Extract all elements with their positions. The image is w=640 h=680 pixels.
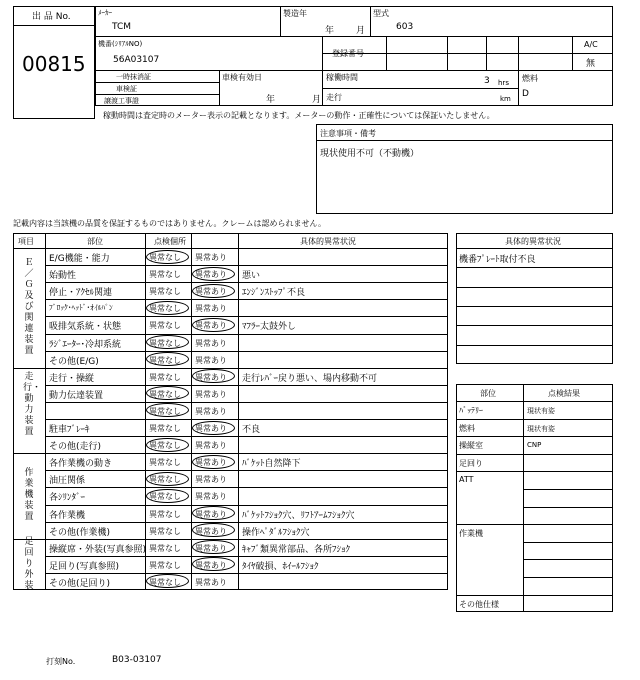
row-part: 走行・操縦 xyxy=(49,373,95,384)
quality-notice: 記載内容は当該機の品質を保証するものではありません。クレームは認められません。 xyxy=(13,219,326,228)
ok-label: 異常なし xyxy=(149,338,181,348)
remarks-title: 注意事項・備考 xyxy=(320,129,376,138)
row-part: 動力伝達装置 xyxy=(49,390,104,401)
insp-row-part: 操縦室 xyxy=(459,441,483,451)
transfer-label: 譲渡工事證 xyxy=(104,97,139,105)
ok-label: 異常なし xyxy=(149,475,181,485)
group-label: 走行・動力装置 xyxy=(23,371,42,437)
ng-selected-circle[interactable] xyxy=(192,455,235,469)
insp-row-result: 現状有姿 xyxy=(527,424,555,433)
row-detail: ｷｬﾌﾞ類異常部品、各所ﾌｼｮｸ xyxy=(242,544,351,555)
row-part: その他(作業機) xyxy=(49,527,111,538)
ng-selected-circle[interactable] xyxy=(192,523,235,537)
ok-label: 異常なし xyxy=(149,389,181,399)
row-part: 駐車ﾌﾞﾚｰｷ xyxy=(49,425,90,435)
ok-label: 異常なし xyxy=(149,577,181,587)
reg-label: 登録番号 xyxy=(332,49,364,58)
model: 603 xyxy=(396,22,414,32)
inspection-label: 車検証 xyxy=(116,85,137,93)
temp-permit-label: 一時抹消証 xyxy=(116,73,151,81)
ng-label: 異常あり xyxy=(195,560,227,570)
row-part: 足回り(写真参照) xyxy=(49,561,120,572)
ok-label: 異常なし xyxy=(149,441,181,451)
ng-label: 異常あり xyxy=(195,253,227,262)
ng-label: 異常あり xyxy=(195,424,227,433)
insp-col-result: 点検結果 xyxy=(548,389,580,398)
row-part: ﾌﾞﾛｯｸ･ﾍｯﾄﾞ･ｵｲﾙﾊﾟﾝ xyxy=(49,303,113,313)
ng-selected-circle[interactable] xyxy=(192,506,235,520)
row-part: 各ｼﾘﾝﾀﾞｰ xyxy=(49,493,86,504)
ok-label: 異常なし xyxy=(149,304,181,314)
ng-label: 異常あり xyxy=(195,406,227,416)
insp-row-part: ﾊﾞｯﾃﾘｰ xyxy=(459,406,483,415)
ng-label: 異常あり xyxy=(195,304,227,314)
insp-row-part: その他仕様 xyxy=(459,599,499,609)
ok-selected-circle[interactable] xyxy=(146,489,189,503)
ok-label: 異常なし xyxy=(149,424,181,433)
row-part: 停止・ｱｸｾﾙ関連 xyxy=(49,288,113,299)
ng-label: 異常あり xyxy=(195,458,227,468)
table-header-col-part: 部位 xyxy=(87,237,103,246)
serial: 56A03107 xyxy=(113,55,160,65)
group-label: 作業機装置 xyxy=(24,468,34,523)
row-detail: ｴﾝｼﾞﾝｽﾄｯﾌﾟ不良 xyxy=(242,288,306,299)
ok-label: 異常なし xyxy=(149,492,181,502)
row-part: 油圧関係 xyxy=(49,476,86,487)
hours-unit: hrs xyxy=(498,79,509,87)
maker: TCM xyxy=(112,22,132,32)
row-part: その他(走行) xyxy=(49,442,102,453)
row-detail: ﾊﾞｹｯﾄﾌｼｮｸ穴、ﾘﾌﾄｱｰﾑﾌｼｮｸ穴 xyxy=(242,510,355,521)
ok-label: 異常なし xyxy=(149,406,181,416)
distance-unit: km xyxy=(500,95,511,103)
stamp-value: B03-03107 xyxy=(112,655,162,665)
insp-row-part: 燃料 xyxy=(459,423,475,433)
ng-label: 異常あり xyxy=(195,270,227,280)
ok-selected-circle[interactable] xyxy=(146,352,189,366)
ng-selected-circle[interactable] xyxy=(192,318,235,332)
ng-label: 異常あり xyxy=(195,492,227,502)
insp-row-part: ATT xyxy=(459,475,474,485)
fuel-label: 燃料 xyxy=(522,74,538,83)
meter-notice: 稼動時間は査定時のメーター表示の記載となります。メーターの動作・正確性については保証いたしません。 xyxy=(103,111,495,120)
item-no: 00815 xyxy=(22,52,86,76)
insp-row-part: 足回り xyxy=(459,458,483,468)
ng-label: 異常あり xyxy=(195,389,227,399)
month-unit: 月 xyxy=(356,26,366,36)
ok-selected-circle[interactable] xyxy=(146,301,189,315)
group-label: 足回り外装 xyxy=(24,536,34,591)
hours-value: 3 xyxy=(484,76,490,86)
group-label: Ｅ／Ｇ及び関連装置 xyxy=(24,258,34,357)
model-label: 型式 xyxy=(373,9,389,18)
ok-selected-circle[interactable] xyxy=(146,438,189,452)
table-header-col-detail: 具体的異常状況 xyxy=(300,237,356,246)
valid-year-unit: 年 xyxy=(266,95,276,105)
item-no-label: 出 品 No. xyxy=(32,12,71,22)
ok-label: 異常なし xyxy=(149,270,181,280)
row-part: ﾗｼﾞｴｰﾀｰ･冷却系統 xyxy=(49,339,122,350)
row-detail: ﾀｲﾔ破損、ﾎｲｰﾙﾌｼｮｸ xyxy=(242,561,319,572)
insp-row-result: 現状有姿 xyxy=(527,407,555,415)
ng-label: 異常あり xyxy=(195,355,227,365)
ng-label: 異常あり xyxy=(195,338,227,348)
row-detail: 悪い xyxy=(242,271,261,282)
table-header-col-item: 項目 xyxy=(18,237,34,246)
row-detail: 操作ﾍﾟﾀﾞﾙﾌｼｮｸ穴 xyxy=(242,527,310,538)
ng-label: 異常あり xyxy=(195,287,227,297)
row-detail: ﾏﾌﾗｰ太鼓外し xyxy=(242,322,297,333)
valid-label: 車検有効日 xyxy=(222,73,262,82)
year-unit: 年 xyxy=(325,26,335,36)
row-detail: 走行ﾚﾊﾞｰ戻り悪い、場内移動不可 xyxy=(242,373,378,384)
row-part: その他(E/G) xyxy=(49,356,99,367)
fuel-value: D xyxy=(522,89,529,99)
row-detail: 不良 xyxy=(242,425,261,435)
right-table-row: 機番ﾌﾟﾚｰﾄ取付不良 xyxy=(459,255,536,265)
insp-col-part: 部位 xyxy=(480,389,496,398)
ac-value: 無 xyxy=(586,59,596,69)
ng-label: 異常あり xyxy=(195,372,227,382)
stamp-label: 打刻No. xyxy=(46,657,76,666)
ok-selected-circle[interactable] xyxy=(146,250,189,264)
ng-label: 異常あり xyxy=(195,321,227,331)
row-part: 操縦席・外装(写真参照) xyxy=(49,544,147,555)
ok-label: 異常なし xyxy=(149,355,181,365)
ok-label: 異常なし xyxy=(149,458,181,468)
ng-selected-circle[interactable] xyxy=(192,421,235,435)
ok-label: 異常なし xyxy=(149,372,181,382)
ok-label: 異常なし xyxy=(149,253,181,262)
maker-label: ﾒｰｶｰ xyxy=(98,9,112,17)
insp-row-part: 作業機 xyxy=(459,529,483,539)
ng-label: 異常あり xyxy=(195,475,227,485)
distance-label: 走行 xyxy=(326,93,342,102)
ng-label: 異常あり xyxy=(195,441,227,451)
ok-selected-circle[interactable] xyxy=(146,335,189,349)
insp-row-result: CNP xyxy=(527,441,542,450)
row-part: 始動性 xyxy=(49,271,77,282)
row-part: 各作業機 xyxy=(49,510,86,521)
row-detail: ﾊﾞｹｯﾄ自然降下 xyxy=(242,459,301,470)
row-part: 各作業機の動き xyxy=(49,459,113,470)
ng-selected-circle[interactable] xyxy=(192,267,235,281)
ok-label: 異常なし xyxy=(149,560,181,570)
ng-label: 異常あり xyxy=(195,543,227,553)
ok-selected-circle[interactable] xyxy=(146,472,189,486)
year-label: 製造年 xyxy=(283,9,307,18)
remarks: 現状使用不可（不動機） xyxy=(320,149,420,159)
table-header-col-check: 点検個所 xyxy=(154,237,186,246)
ng-label: 異常あり xyxy=(195,577,227,587)
ok-label: 異常なし xyxy=(149,543,181,553)
ac-label: A/C xyxy=(584,40,598,49)
row-part: その他(足回り) xyxy=(49,578,111,589)
ok-label: 異常なし xyxy=(149,287,181,297)
ok-label: 異常なし xyxy=(149,526,181,536)
serial-label: 機番(ｼﾘｱﾙNO) xyxy=(98,40,143,48)
ng-label: 異常あり xyxy=(195,509,227,519)
ok-label: 異常なし xyxy=(149,321,181,331)
valid-month-unit: 月 xyxy=(312,95,322,105)
ng-label: 異常あり xyxy=(195,526,227,536)
row-part: 吸排気系統・状態 xyxy=(49,322,122,333)
ok-label: 異常なし xyxy=(149,509,181,519)
right-table-title: 具体的異常状況 xyxy=(505,237,561,246)
ng-selected-circle[interactable] xyxy=(192,284,235,298)
hours-label: 稼働時間 xyxy=(326,73,358,82)
row-part: E/G機能・能力 xyxy=(49,254,110,264)
